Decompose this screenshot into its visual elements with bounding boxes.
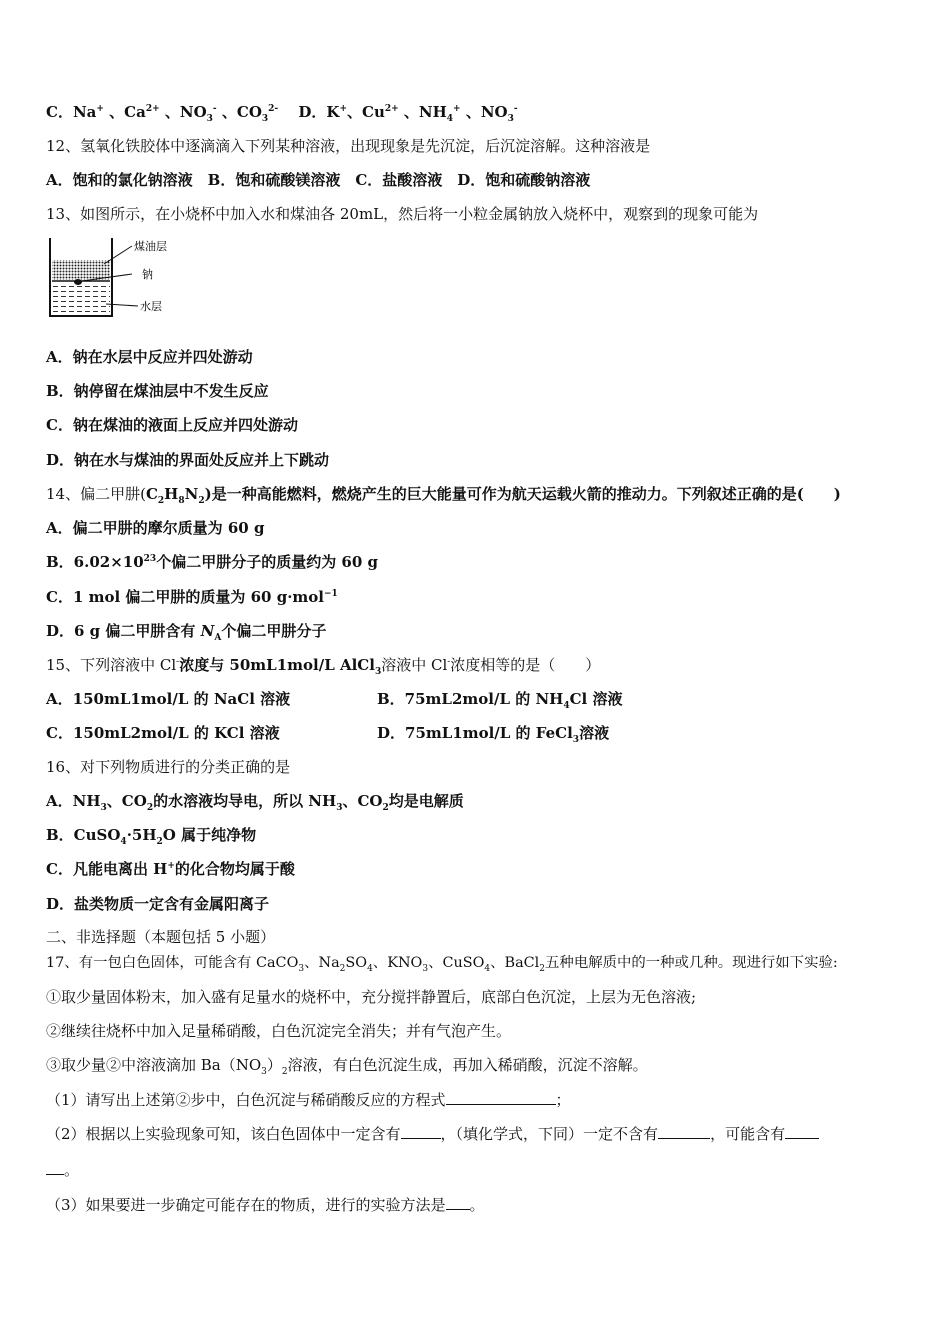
q15-option-c: C．150mL2mol/L 的 KCl 溶液 — [46, 724, 280, 742]
q16-option-a: A．$NH_3$、$CO_2$的水溶液均导电，所以 $NH_3$、$CO_2$均是电解质 — [46, 792, 464, 813]
q13-option-a: A．钠在水层中反应并四处游动 — [46, 348, 253, 366]
q17-stem: 17、有一包白色固体，可能含有 CaCO$_3$、$Na_2SO_4$、$KNO_3$、CuSO$_4$、BaCl$_2$五种电解质中的一种或几种。现进行如下实验: — [46, 955, 838, 974]
q16-option-c: C．凡能电离出 H+的化合物均属于酸 — [46, 860, 295, 878]
q14-stem: 14、偏二甲肼$(C_2H_8N_2)$是一种高能燃料，燃烧产生的巨大能量可作为航天运载火箭的推动力。下列叙述正确的是( ) — [46, 485, 841, 506]
q17-step2: ②继续往烧杯中加入足量稀硝酸，白色沉淀完全消失；并有气泡产生。 — [46, 1022, 512, 1040]
q15-option-a: A．150mL1mol/L 的 NaCl 溶液 — [46, 690, 291, 708]
q16-option-b: B．$CuSO_4\cdot 5H_2O$ 属于纯净物 — [46, 826, 257, 847]
answer-blank[interactable] — [401, 1124, 441, 1139]
q15-option-b: B．75mL2mol/L 的 $NH_4Cl$ 溶液 — [377, 690, 623, 711]
q17-sub2: （2）根据以上实验现象可知，该白色固体中一定含有 ，（填化学式，下同）一定不含有 ，可能含有 — [46, 1124, 819, 1144]
q14-option-d: D．6 g 偏二甲肼含有 $N_A$个偏二甲肼分子 — [46, 622, 327, 643]
q13-option-b: B．钠停留在煤油层中不发生反应 — [46, 382, 269, 400]
q14-option-a: A．偏二甲肼的摩尔质量为 60 g — [46, 519, 265, 537]
q16-stem: 16、对下列物质进行的分类正确的是 — [46, 758, 291, 776]
answer-blank[interactable] — [658, 1124, 710, 1139]
q15-option-d: D．75mL1mol/L 的 FeCl$_3$溶液 — [377, 724, 610, 745]
q14-option-b: B．$6.02\times 10^{23}$个偏二甲肼分子的质量约为 60 g — [46, 553, 378, 571]
beaker-figure — [44, 234, 194, 324]
q14-option-c: C．1 mol 偏二甲肼的质量为 60 g·mol$^{-1}$ — [46, 588, 338, 606]
section2-title: 二、非选择题（本题包括 5 小题） — [46, 928, 276, 946]
water-layer — [52, 282, 110, 314]
q16-option-d: D．盐类物质一定含有金属阳离子 — [46, 895, 270, 913]
label-kerosene: 煤油层 — [134, 240, 167, 253]
q13-option-d: D．钠在水与煤油的界面处反应并上下跳动 — [46, 451, 330, 469]
label-sodium: 钠 — [142, 268, 153, 281]
q11-options: C．Na+ 、$Ca^{2+}$ 、$NO_3^-$ 、$CO_3^{2-}$ D．K+、$Cu^{2+}$ 、$NH_4^+$ 、$NO_3^-$ — [46, 103, 518, 124]
answer-blank[interactable] — [785, 1124, 819, 1139]
q13-stem: 13、如图所示，在小烧杯中加入水和煤油各 20mL，然后将一小粒金属钠放入烧杯中，观察到的现象可能为 — [46, 205, 759, 223]
q17-step3: ③取少量②中溶液滴加 $Ba(NO_3)_2$溶液，有白色沉淀生成，再加入稀硝酸，沉淀不溶解。 — [46, 1056, 648, 1077]
q12-stem: 12、氢氧化铁胶体中逐滴滴入下列某种溶液，出现现象是先沉淀，后沉淀溶解。这种溶液是 — [46, 137, 651, 155]
kerosene-layer — [52, 260, 110, 280]
q17-sub2-cont: 。 — [46, 1160, 79, 1180]
q15-stem: 15、下列溶液中 Cl-浓度与 50mL1mol/L AlCl$_3$溶液中 Cl-浓度相等的是（ ） — [46, 656, 601, 677]
answer-blank[interactable] — [46, 1160, 64, 1175]
sodium-piece — [74, 279, 82, 285]
q13-option-c: C．钠在煤油的液面上反应并四处游动 — [46, 416, 298, 434]
q17-sub1: （1）请写出上述第②步中，白色沉淀与稀硝酸反应的方程式 ； — [46, 1091, 571, 1109]
q17-sub3: （3）如果要进一步确定可能存在的物质，进行的实验方法是 。 — [46, 1196, 485, 1214]
answer-blank[interactable] — [446, 1090, 556, 1105]
label-water: 水层 — [140, 300, 162, 313]
answer-blank[interactable] — [446, 1195, 470, 1210]
q17-step1: ①取少量固体粉末，加入盛有足量水的烧杯中，充分搅拌静置后，底部白色沉淀，上层为无色溶液; — [46, 988, 697, 1006]
q12-options: A．饱和的氯化钠溶液 B．饱和硫酸镁溶液 C．盐酸溶液 D．饱和硫酸钠溶液 — [46, 171, 591, 189]
